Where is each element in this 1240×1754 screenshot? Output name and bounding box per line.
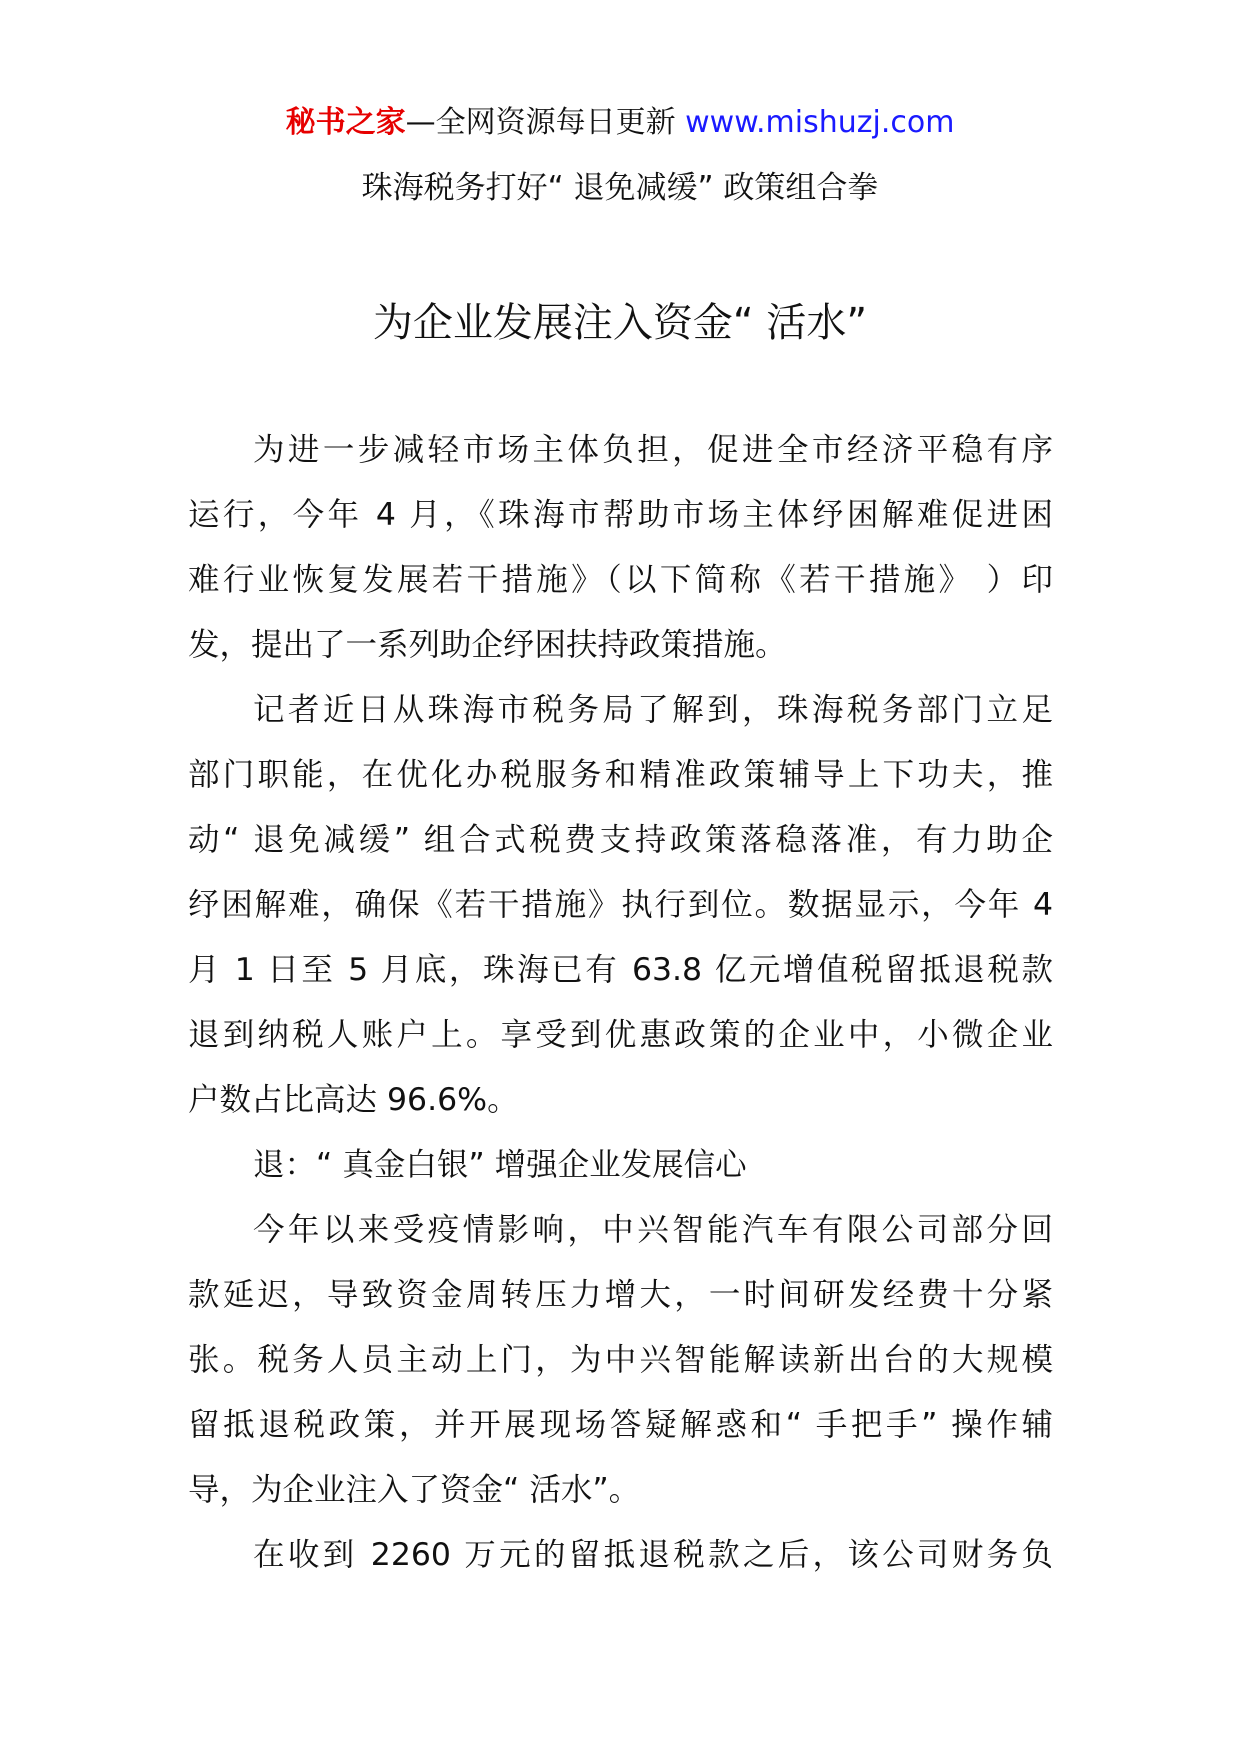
text-line: 记者近日从珠海市税务局了解到，珠海税务部门立足	[253, 692, 1053, 728]
text-line: 张。税务人员主动上门，为中兴智能解读新出台的大规模	[188, 1342, 1053, 1378]
site-header	[0, 98, 1240, 148]
text-line: 户数占比高达 96.6%。	[188, 1082, 519, 1118]
site-url-link[interactable]: www.mishuzj.com	[685, 105, 955, 140]
text-line: 为进一步减轻市场主体负担，促进全市经济平稳有序	[253, 432, 1053, 468]
text-line: 导，为企业注入了资金“ 活水”。	[188, 1472, 641, 1508]
text-line: 今年以来受疫情影响，中兴智能汽车有限公司部分回	[253, 1212, 1053, 1248]
text-line: 退到纳税人账户上。享受到优惠政策的企业中，小微企业	[188, 1017, 1053, 1053]
paragraph	[188, 1198, 1053, 1523]
text-line: 留抵退税政策，并开展现场答疑解惑和“ 手把手” 操作辅	[188, 1407, 1053, 1443]
paragraph	[188, 418, 1053, 678]
text-line: 退：“ 真金白银” 增强企业发展信心	[253, 1147, 747, 1183]
text-line: 部门职能，在优化办税服务和精准政策辅导上下功夫，推	[188, 757, 1053, 793]
text-line: 动“ 退免减缓” 组合式税费支持政策落稳落准，有力助企	[188, 822, 1053, 858]
site-slogan: —全网资源每日更新	[405, 105, 686, 140]
text-line: 在收到 2260 万元的留抵退税款之后，该公司财务负	[253, 1537, 1053, 1573]
site-brand: 秘书之家	[285, 105, 406, 140]
article-subtitle: 珠海税务打好“ 退免减缓” 政策组合拳	[361, 170, 879, 206]
paragraph	[188, 1523, 1053, 1588]
paragraph	[188, 678, 1053, 1133]
text-line: 款延迟，导致资金周转压力增大，一时间研发经费十分紧	[188, 1277, 1053, 1313]
section-heading	[188, 1133, 1053, 1198]
text-line: 发，提出了一系列助企纾困扶持政策措施。	[188, 627, 787, 663]
text-line: 月 1 日至 5 月底，珠海已有 63.8 亿元增值税留抵退税款	[188, 952, 1053, 988]
text-line: 运行，今年 4 月，《珠海市帮助市场主体纾困解难促进困	[188, 497, 1053, 533]
text-line: 纾困解难，确保《若干措施》执行到位。数据显示，今年 4	[188, 887, 1053, 923]
text-line: 难行业恢复发展若干措施》（以下简称《若干措施》 ）印	[188, 562, 1053, 598]
article-body	[188, 418, 1053, 1588]
article-title: 为企业发展注入资金“ 活水”	[372, 300, 868, 346]
